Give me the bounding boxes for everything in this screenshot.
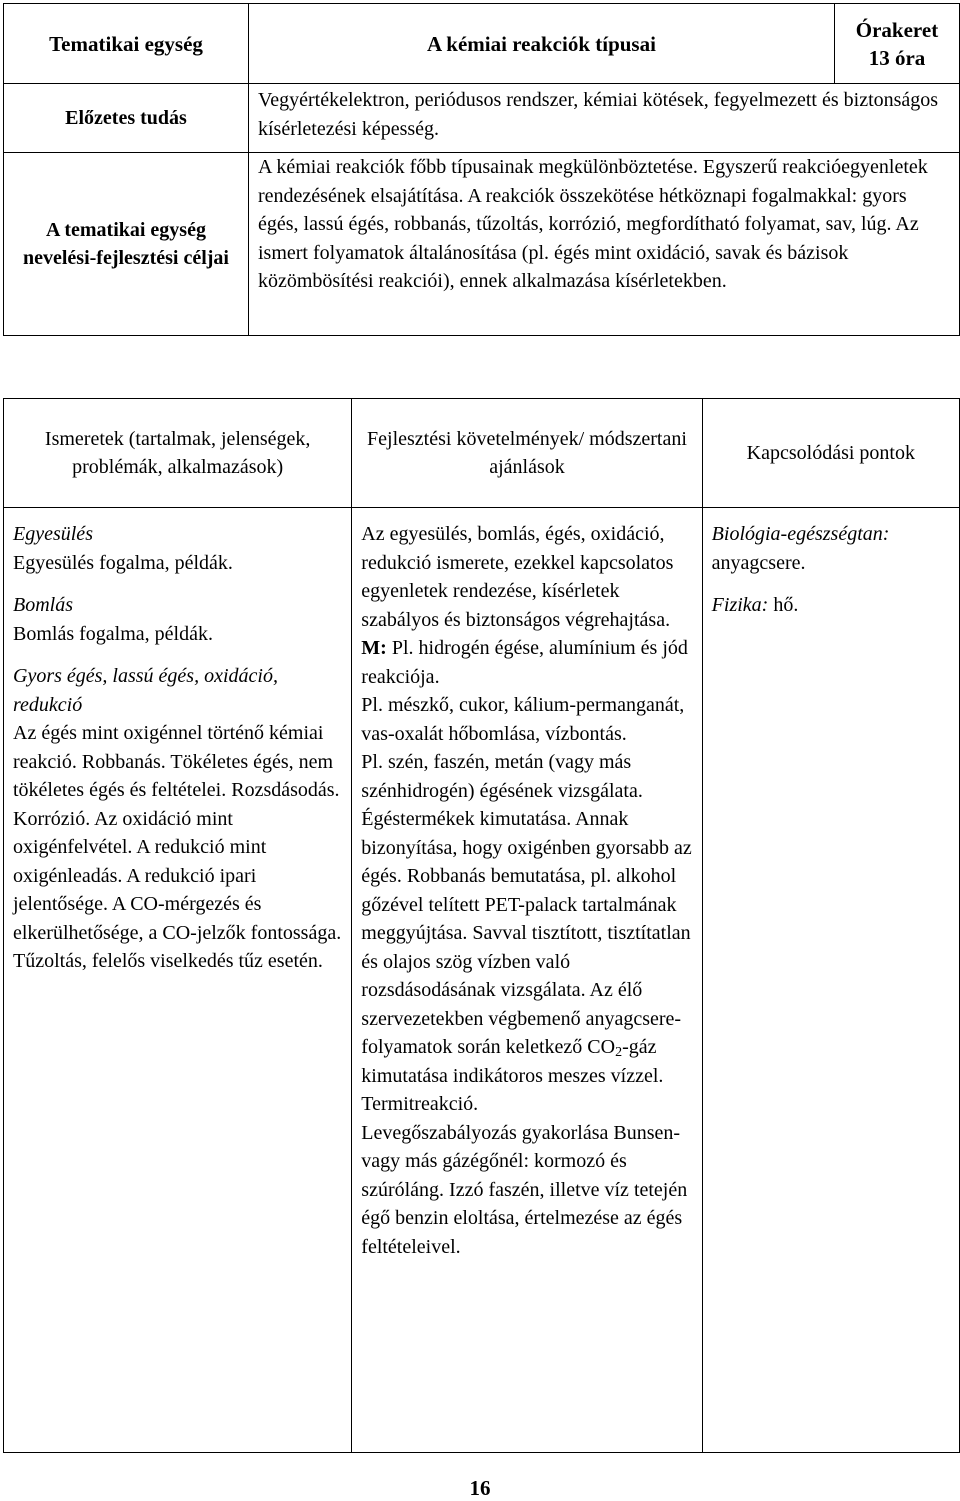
topic-header-row [4, 4, 960, 84]
requirements-p3 [361, 748, 695, 1090]
p3-text-after: -gáz kimutatása indikátoros meszes vízzel. [361, 1036, 664, 1087]
section-text-combination: Egyesülés fogalma, példák. [13, 551, 233, 574]
content-body-row [4, 508, 960, 1453]
section-text-combustion: Az égés mint oxigénnel történő kémiai reakció. Robbanás. Tökéletes égés, nem tökéletes égés és feltételei. Rozsdásodás. Korrózió. Az oxidáció mint oxigénfelvétel. A redukció mint oxigénleadás. A redukció ipari jelentősége. A CO-mérgezés és elkerülhetősége, a CO-jelzők fontossága. Tűzoltás, felelős viselkedés tűz esetén. [13, 722, 342, 972]
biology-text: anyagcsere. [711, 551, 806, 574]
requirements-p5: Levegőszabályozás gyakorlása Bunsen- vagy más gázégőnél: kormozó és szúróláng. Izzó faszén, illetve víz tetején égő benzin eloltása, értelmezése az égés feltételeivel. [361, 1121, 688, 1258]
page-number: 16 [469, 1476, 491, 1500]
hours-value: 13 óra [868, 45, 926, 70]
header-knowledge: Ismeretek (tartalmak, jelenségek, problémák, alkalmazások) [4, 399, 352, 508]
header-connections: Kapcsolódási pontok [702, 399, 959, 508]
m-text: Pl. hidrogén égése, alumínium és jód reakciója. [361, 637, 688, 688]
hours-label: Órakeret [855, 17, 939, 42]
prior-knowledge-label: Előzetes tudás [4, 84, 249, 153]
section-text-decomposition: Bomlás fogalma, példák. [13, 622, 213, 645]
unit-label: Tematikai egység [4, 4, 249, 84]
physics-label: Fizika: [711, 594, 769, 616]
section-title-combination: Egyesülés [13, 523, 93, 545]
goals-label: A tematikai egység nevelési-fejlesztési céljai [4, 153, 249, 336]
content-header-row [4, 399, 960, 508]
requirements-p4: Termitreakció. [361, 1093, 479, 1115]
connections-cell [702, 508, 959, 1453]
goals-text: A kémiai reakciók főbb típusainak megkülönböztetése. Egyszerű reakcióegyenletek rendezésének elsajátítása. A reakciók összekötése hétköznapi fogalmakkal: gyors égés, lassú égés, robbanás, tűzoltás, korrózió, megfordítható folyamat, sav, lúg. Az ismert folyamatok általánosítása (pl. égés mint oxidáció, savak és bázisok közömbösítési reakciói), ennek alkalmazása kísérletekben. [249, 153, 960, 336]
unit-title: A kémiai reakciók típusai [249, 4, 835, 84]
requirements-cell [352, 508, 702, 1453]
p3-text-before: Pl. szén, faszén, metán (vagy más szénhidrogén) égésének vizsgálata. Égéstermékek kimutatása. Annak bizonyítása, hogy oxigénben gyorsabb az égés. Robbanás bemutatása, pl. alkohol gőzével telített PET-palack tartalmának meggyújtása. Savval tisztított, tisztítatlan és olajos szög vízben való rozsdásodásának vizsgálata. Az élő szervezetekben végbemenő anyagcsere-folyamatok során keletkező CO [361, 751, 692, 1058]
physics-text: hő. [773, 594, 799, 616]
goals-row [4, 153, 960, 336]
topic-table [3, 3, 960, 336]
m-label: M: [361, 637, 387, 659]
knowledge-cell [4, 508, 352, 1453]
biology-label: Biológia-egészségtan: [711, 523, 890, 545]
section-title-decomposition: Bomlás [13, 594, 73, 616]
header-requirements: Fejlesztési követelmények/ módszertani ajánlások [352, 399, 702, 508]
prior-knowledge-row [4, 84, 960, 153]
requirements-m-paragraph [361, 634, 695, 691]
physics-paragraph [712, 591, 953, 620]
prior-knowledge-text: Vegyértékelektron, periódusos rendszer, kémiai kötések, fegyelmezett és biztonságos kísérletezési képesség. [249, 84, 960, 153]
requirements-intro: Az egyesülés, bomlás, égés, oxidáció, redukció ismerete, ezekkel kapcsolatos egyenletek rendezése, kísérletek szabályos és biztonságos végrehajtása. [361, 523, 674, 631]
co2-subscript: 2 [615, 1045, 623, 1060]
section-title-combustion: Gyors égés, lassú égés, oxidáció, redukció [13, 665, 278, 716]
requirements-p2: Pl. mészkő, cukor, kálium-permanganát, vas-oxalát hőbomlása, vízbontás. [361, 694, 685, 745]
content-table [3, 398, 960, 1453]
hours-cell [835, 4, 960, 84]
